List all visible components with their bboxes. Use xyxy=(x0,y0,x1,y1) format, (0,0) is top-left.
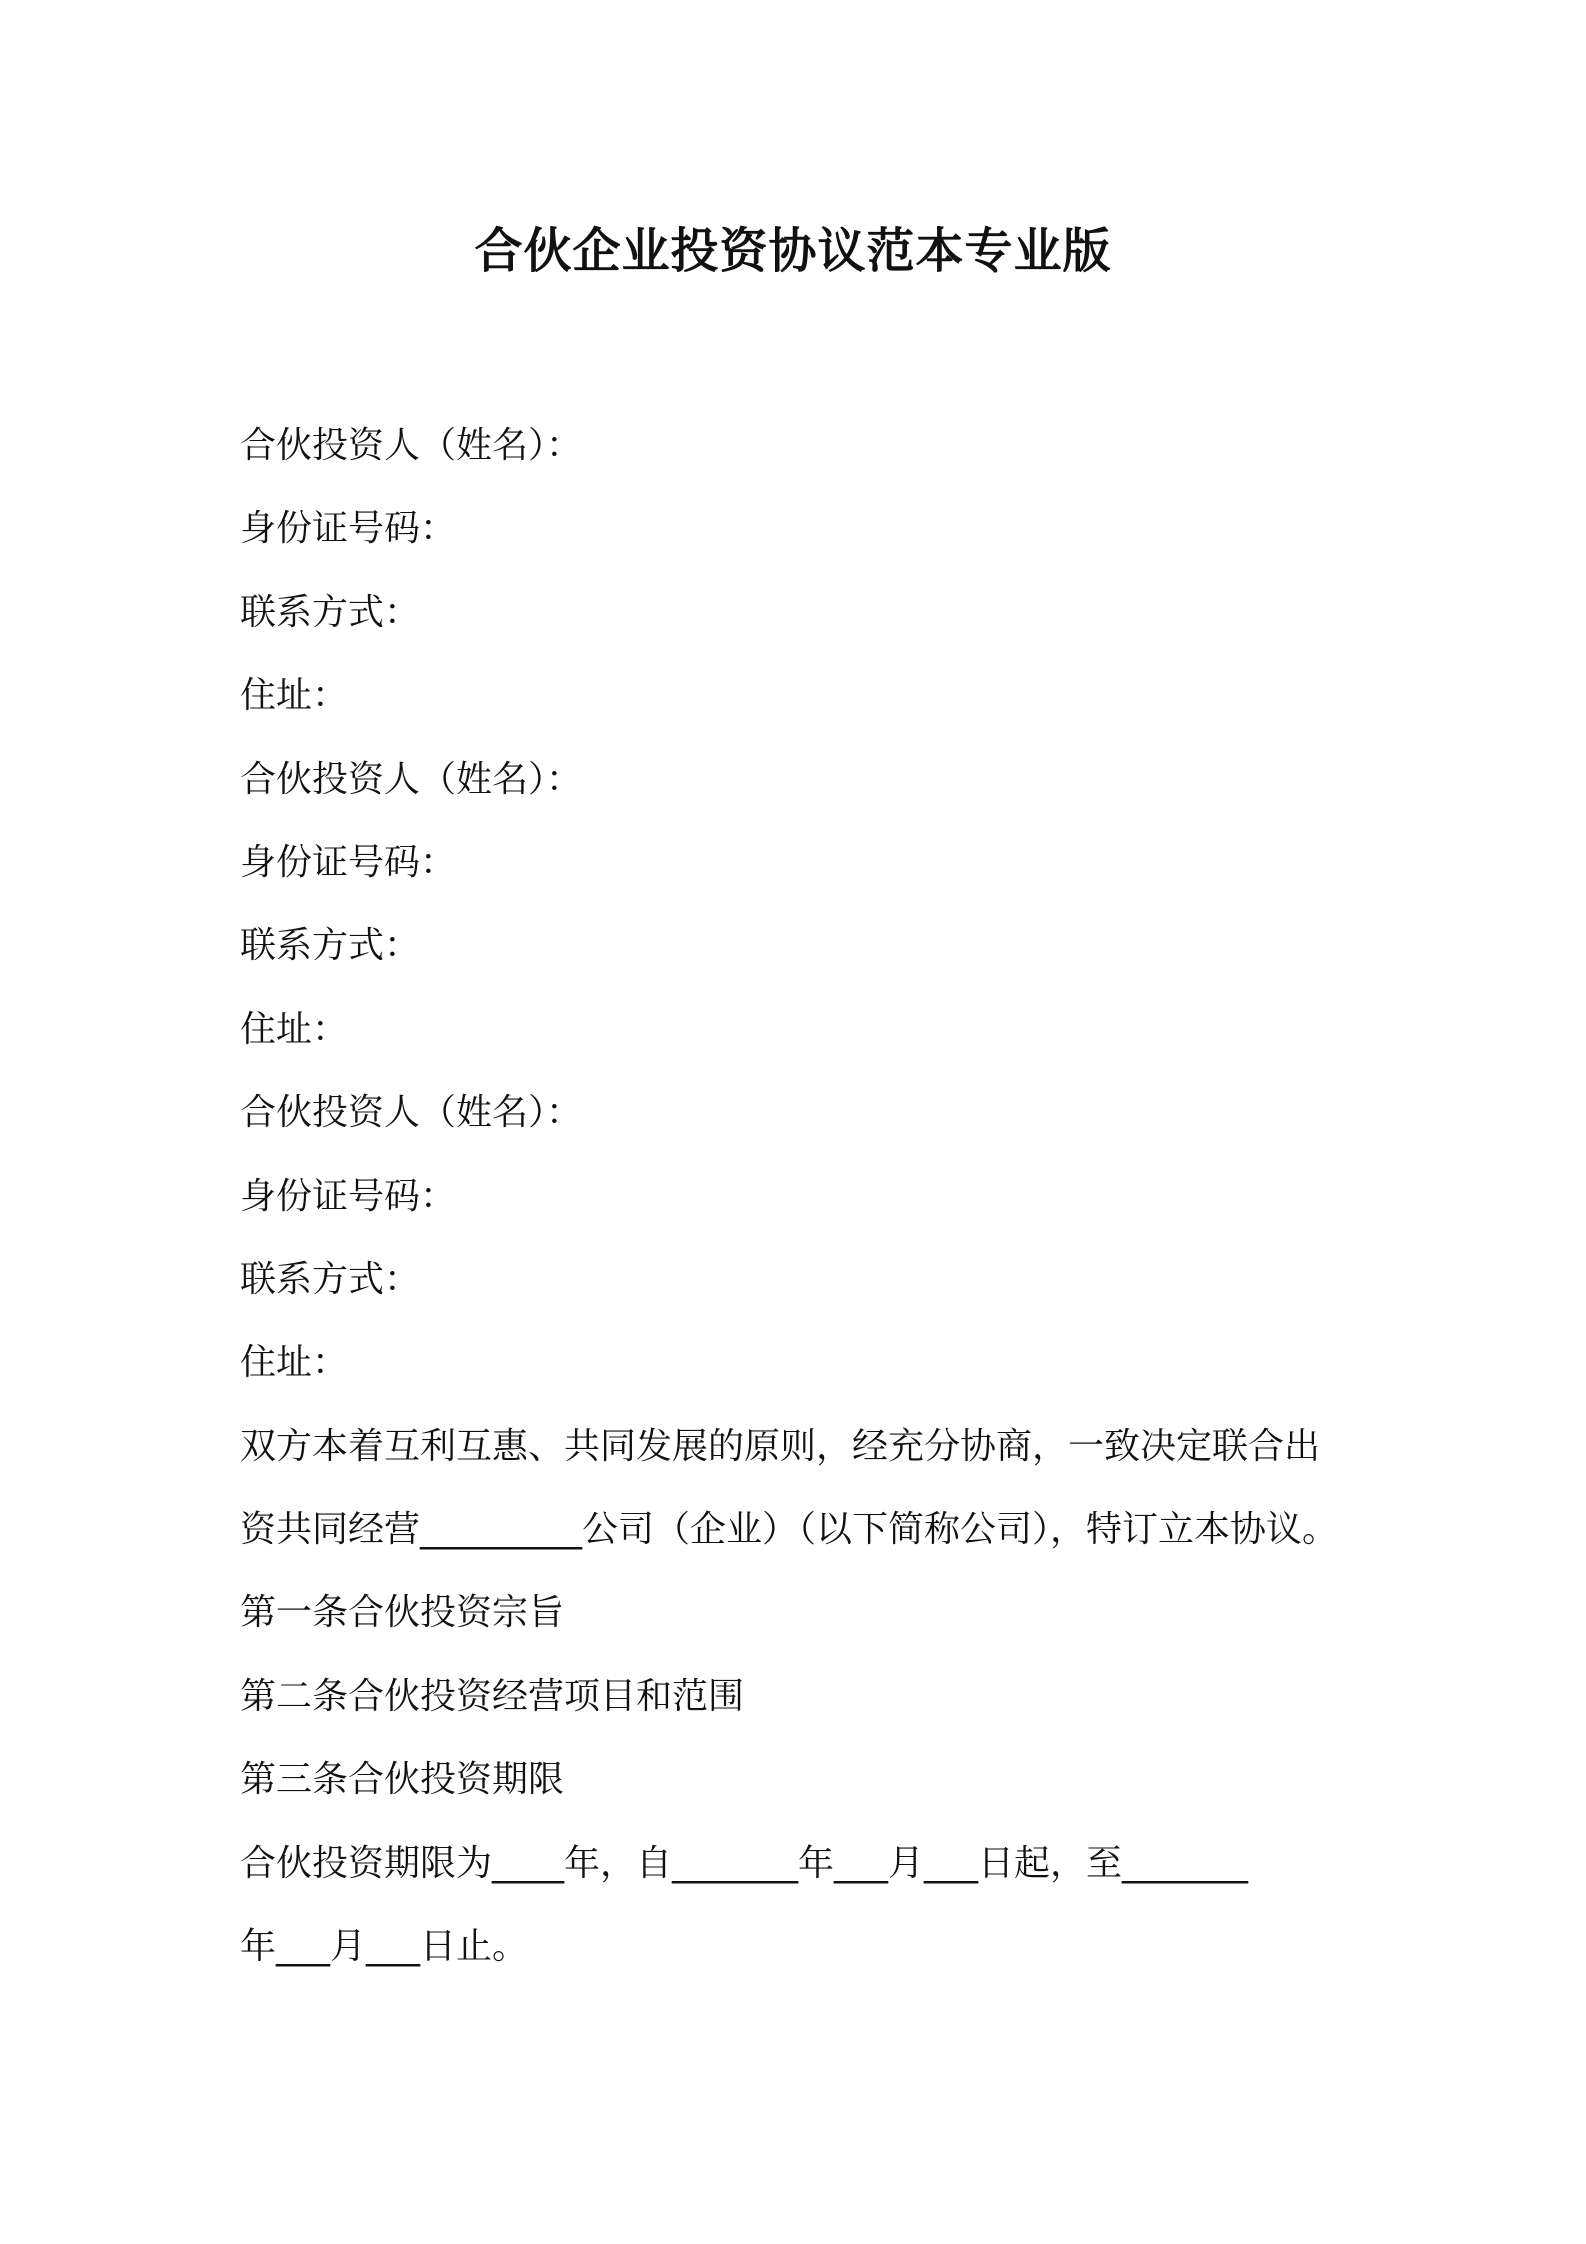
investor-1-address-label: 住址： xyxy=(240,675,349,717)
investor-2-contact-label: 联系方式： xyxy=(240,925,421,967)
investor-2-name-field-label: 合伙投资人（姓名）： xyxy=(240,758,583,800)
article-1-heading: 第一条合伙投资宗旨 xyxy=(240,1592,565,1634)
preamble-line-2: 资共同经营_________公司（企业）（以下简称公司），特订立本协议。 xyxy=(240,1509,1339,1551)
investor-3-address-label: 住址： xyxy=(240,1342,349,1384)
preamble-line-1: 双方本着互利互惠、共同发展的原则，经充分协商，一致决定联合出 xyxy=(240,1425,1321,1467)
term-clause-line-1: 合伙投资期限为____年，自_______年___月___日起，至_______ xyxy=(240,1842,1249,1884)
investor-3-name-field-label: 合伙投资人（姓名）： xyxy=(240,1092,583,1134)
investor-3-id-number-label: 身份证号码： xyxy=(240,1175,457,1217)
article-3-heading: 第三条合伙投资期限 xyxy=(240,1759,565,1801)
article-2-heading: 第二条合伙投资经营项目和范围 xyxy=(240,1675,745,1717)
document-body xyxy=(240,404,1390,1988)
document-title: 合伙企业投资协议范本专业版 xyxy=(474,223,1112,279)
investor-1-id-number-label: 身份证号码： xyxy=(240,508,457,550)
investor-2-id-number-label: 身份证号码： xyxy=(240,841,457,883)
term-clause-line-2: 年___月___日止。 xyxy=(240,1926,529,1968)
investor-1-name-field-label: 合伙投资人（姓名）： xyxy=(240,425,583,466)
investor-3-contact-label: 联系方式： xyxy=(240,1258,421,1300)
investor-1-contact-label: 联系方式： xyxy=(240,591,421,633)
investor-2-address-label: 住址： xyxy=(240,1008,349,1050)
